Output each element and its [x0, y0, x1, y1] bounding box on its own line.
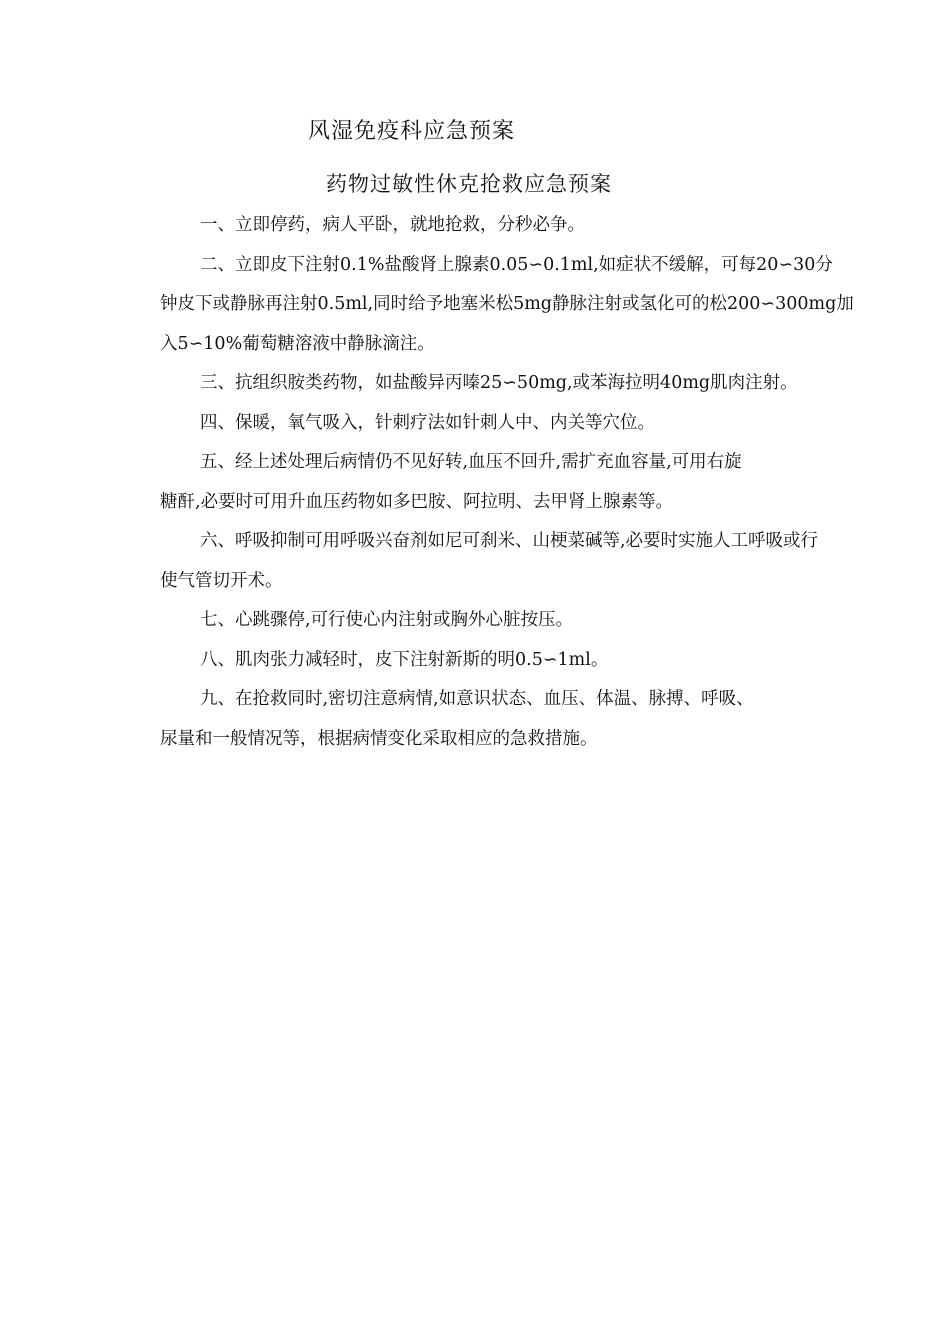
paragraph — [120, 680, 900, 759]
paragraph-line: 二、立即皮下注射0.1%盐酸肾上腺素0.05∽0.1ml,如症状不缓解，可每20∽30分 — [200, 254, 833, 275]
paragraph-line: 三、抗组织胺类药物，如盐酸异丙嗪25∽50mg,或苯海拉明40mg肌肉注射。 — [200, 373, 798, 393]
paragraph — [120, 641, 900, 681]
paragraph-line: 尿量和一般情况等，根据病情变化采取相应的急救措施。 — [160, 728, 598, 749]
paragraph-line: 四、保暖，氧气吸入，针刺疗法如针刺人中、内关等穴位。 — [200, 412, 655, 433]
paragraph — [120, 246, 900, 365]
paragraph — [120, 443, 900, 522]
paragraph — [120, 601, 900, 641]
paragraph-line: 九、在抢救同时,密切注意病情,如意识状态、血压、体温、脉搏、呼吸、 — [200, 689, 754, 709]
paragraph-line: 入5∽10%葡萄糖溶液中静脉滴注。 — [160, 333, 435, 354]
paragraph-line: 六、呼吸抑制可用呼吸兴奋剂如尼可刹米、山梗菜碱等,必要时实施人工呼吸或行 — [200, 531, 819, 551]
document-title: 风湿免疫科应急预案 — [308, 119, 516, 144]
paragraph — [120, 522, 900, 601]
paragraph-line: 一、立即停药，病人平卧，就地抢救，分秒必争。 — [200, 215, 585, 235]
paragraph-line: 钟皮下或静脉再注射0.5ml,同时给予地塞米松5mg静脉注射或氢化可的松200∽300mg加 — [160, 294, 854, 314]
paragraph-line: 七、心跳骤停,可行使心内注射或胸外心脏按压。 — [200, 610, 574, 630]
paragraph-line: 五、经上述处理后病情仍不见好转,血压不回升,需扩充血容量,可用右旋 — [200, 452, 742, 472]
document-subtitle: 药物过敏性休克抢救应急预案 — [326, 172, 612, 196]
paragraph — [120, 206, 900, 246]
document-body — [120, 206, 900, 759]
paragraph-line: 糖酐,必要时可用升血压药物如多巴胺、阿拉明、去甲肾上腺素等。 — [160, 491, 674, 512]
paragraph — [120, 364, 900, 404]
paragraph — [120, 404, 900, 444]
paragraph-line: 使气管切开术。 — [160, 570, 283, 591]
paragraph-line: 八、肌肉张力减轻时，皮下注射新斯的明0.5∽1ml。 — [200, 649, 609, 670]
